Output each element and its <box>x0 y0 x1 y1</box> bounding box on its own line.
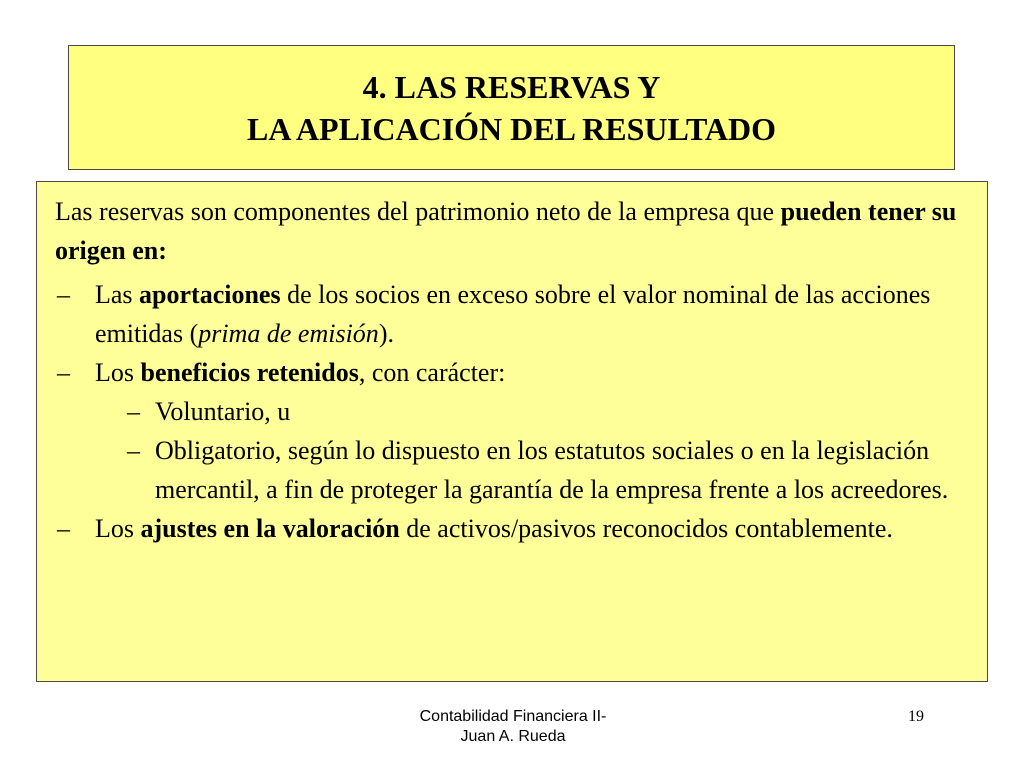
intro-paragraph <box>55 192 967 270</box>
bullet-bold-text: aportaciones <box>139 280 281 309</box>
footer <box>370 707 656 747</box>
footer-line-1: Contabilidad Financiera II- <box>419 708 607 725</box>
bullet-text: , con carácter: <box>358 358 506 387</box>
title-line-1: 4. LAS RESERVAS Y <box>362 68 661 105</box>
page-number: 19 <box>908 708 924 725</box>
bullet-bold-text: beneficios retenidos <box>140 358 359 387</box>
dash-bullet-icon: – <box>57 358 70 387</box>
intro-bold-text: pueden tener su origen en: <box>55 197 957 265</box>
bullet-aportaciones <box>55 275 967 353</box>
content-box <box>36 181 988 682</box>
bullet-text: Los <box>95 358 141 387</box>
bullet-text: de los socios en exceso sobre el valor nominal de las acciones emitidas ( <box>95 280 931 348</box>
bullet-beneficios <box>55 353 967 392</box>
bullet-text: Los <box>95 514 141 543</box>
bullet-italic-text: prima de emisión <box>198 319 379 348</box>
bullet-text: de activos/pasivos reconocidos contablemente. <box>399 514 893 543</box>
bullet-text: Las <box>95 280 140 309</box>
title-box <box>68 45 955 170</box>
dash-bullet-icon: – <box>57 280 70 309</box>
footer-line-2: Juan A. Rueda <box>460 728 566 745</box>
sub-bullet-text: Voluntario, u <box>155 397 291 426</box>
intro-text: Las reservas son componentes del patrimonio neto de la empresa que <box>55 197 781 226</box>
bullet-text: ). <box>378 319 394 348</box>
dash-bullet-icon: – <box>127 436 140 465</box>
sub-bullet-voluntario <box>55 392 967 431</box>
bullet-bold-text: ajustes en la valoración <box>140 514 400 543</box>
dash-bullet-icon: – <box>57 514 70 543</box>
bullet-ajustes <box>55 509 967 548</box>
dash-bullet-icon: – <box>127 397 140 426</box>
sub-bullet-text: Obligatorio, según lo dispuesto en los estatutos sociales o en la legislación mercantil, a fin de proteger la garantía de la empresa frente a los acreedores. <box>155 436 949 504</box>
sub-bullet-obligatorio <box>55 431 967 509</box>
title-line-2: LA APLICACIÓN DEL RESULTADO <box>246 110 777 147</box>
